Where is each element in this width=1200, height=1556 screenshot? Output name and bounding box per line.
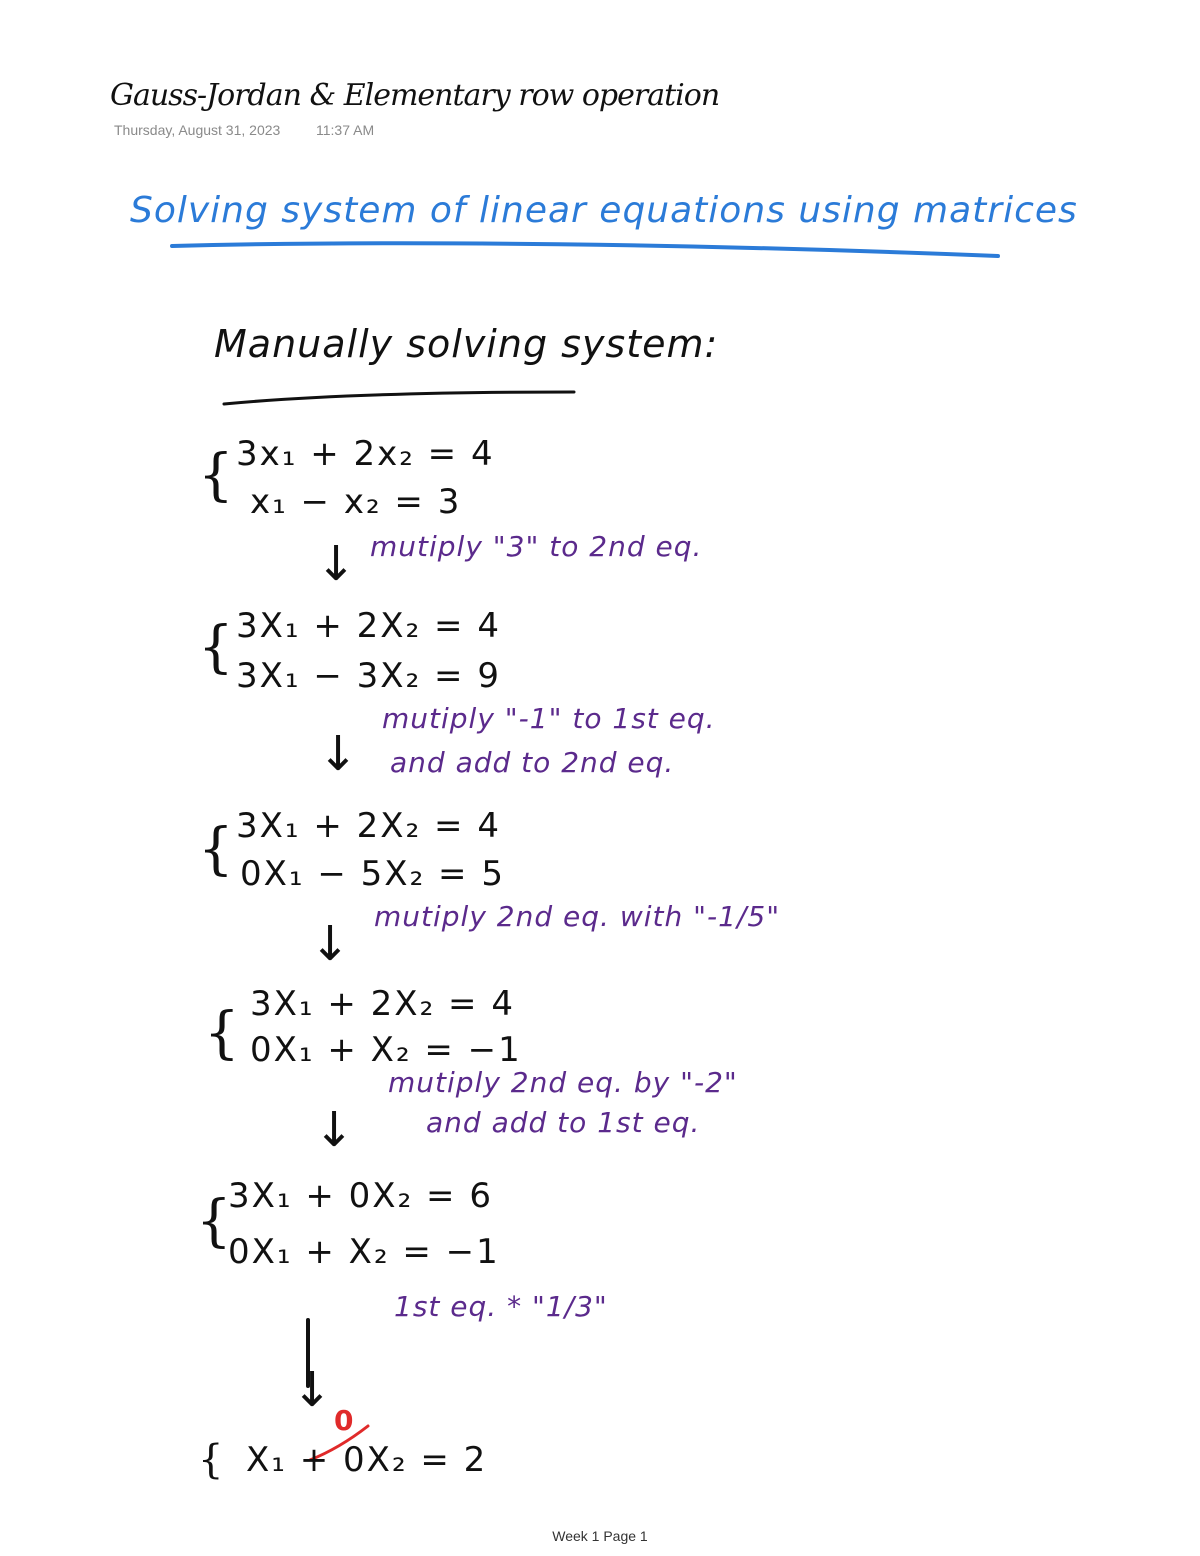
page-time: 11:37 AM: [316, 122, 375, 138]
brace-1: {: [198, 443, 234, 508]
step5-note: 1st eq. * "1/3": [394, 1290, 608, 1323]
section-heading: Manually solving system:: [214, 322, 719, 366]
step1-note: mutiply "3" to 2nd eq.: [370, 530, 703, 563]
down-arrow-2: ↓: [318, 726, 359, 782]
step1-eq2: x₁ − x₂ = 3: [250, 482, 462, 522]
page-title: Gauss-Jordan & Elementary row operation: [110, 78, 720, 113]
step2-note1: mutiply "-1" to 1st eq.: [382, 702, 716, 735]
step1-eq1: 3x₁ + 2x₂ = 4: [236, 434, 495, 474]
down-arrow-4: ↓: [314, 1102, 355, 1158]
brace-final: {: [198, 1437, 224, 1483]
brace-4: {: [204, 1001, 240, 1066]
correction-mark: 0: [334, 1404, 354, 1437]
step3-eq1: 3X₁ + 2X₂ = 4: [236, 806, 501, 846]
down-arrow-3: ↓: [310, 916, 351, 972]
step2-eq2: 3X₁ − 3X₂ = 9: [236, 656, 501, 696]
step2-eq1: 3X₁ + 2X₂ = 4: [236, 606, 501, 646]
step3-eq2: 0X₁ − 5X₂ = 5: [240, 854, 505, 894]
page-footer: Week 1 Page 1: [552, 1528, 648, 1544]
brace-2: {: [198, 615, 234, 680]
final-eq: X₁ + 0X₂ = 2: [246, 1440, 488, 1480]
step5-eq1: 3X₁ + 0X₂ = 6: [228, 1176, 493, 1216]
section-subtitle: Solving system of linear equations using matrices: [130, 190, 1078, 231]
heading-underline: [224, 392, 574, 404]
step4-eq1: 3X₁ + 2X₂ = 4: [250, 984, 515, 1024]
step4-eq2: 0X₁ + X₂ = −1: [250, 1030, 522, 1070]
subtitle-underline: [172, 243, 998, 256]
brace-3: {: [198, 817, 234, 882]
step4-note2: and add to 1st eq.: [426, 1106, 701, 1139]
down-arrow-5: ↓: [292, 1362, 333, 1418]
brace-5: {: [196, 1189, 232, 1254]
step2-note2: and add to 2nd eq.: [390, 746, 675, 779]
step4-note1: mutiply 2nd eq. by "-2": [388, 1066, 738, 1099]
down-arrow-1: ↓: [316, 536, 357, 592]
step3-note: mutiply 2nd eq. with "-1/5": [374, 900, 781, 933]
page-date: Thursday, August 31, 2023: [114, 122, 281, 138]
step5-eq2: 0X₁ + X₂ = −1: [228, 1232, 500, 1272]
